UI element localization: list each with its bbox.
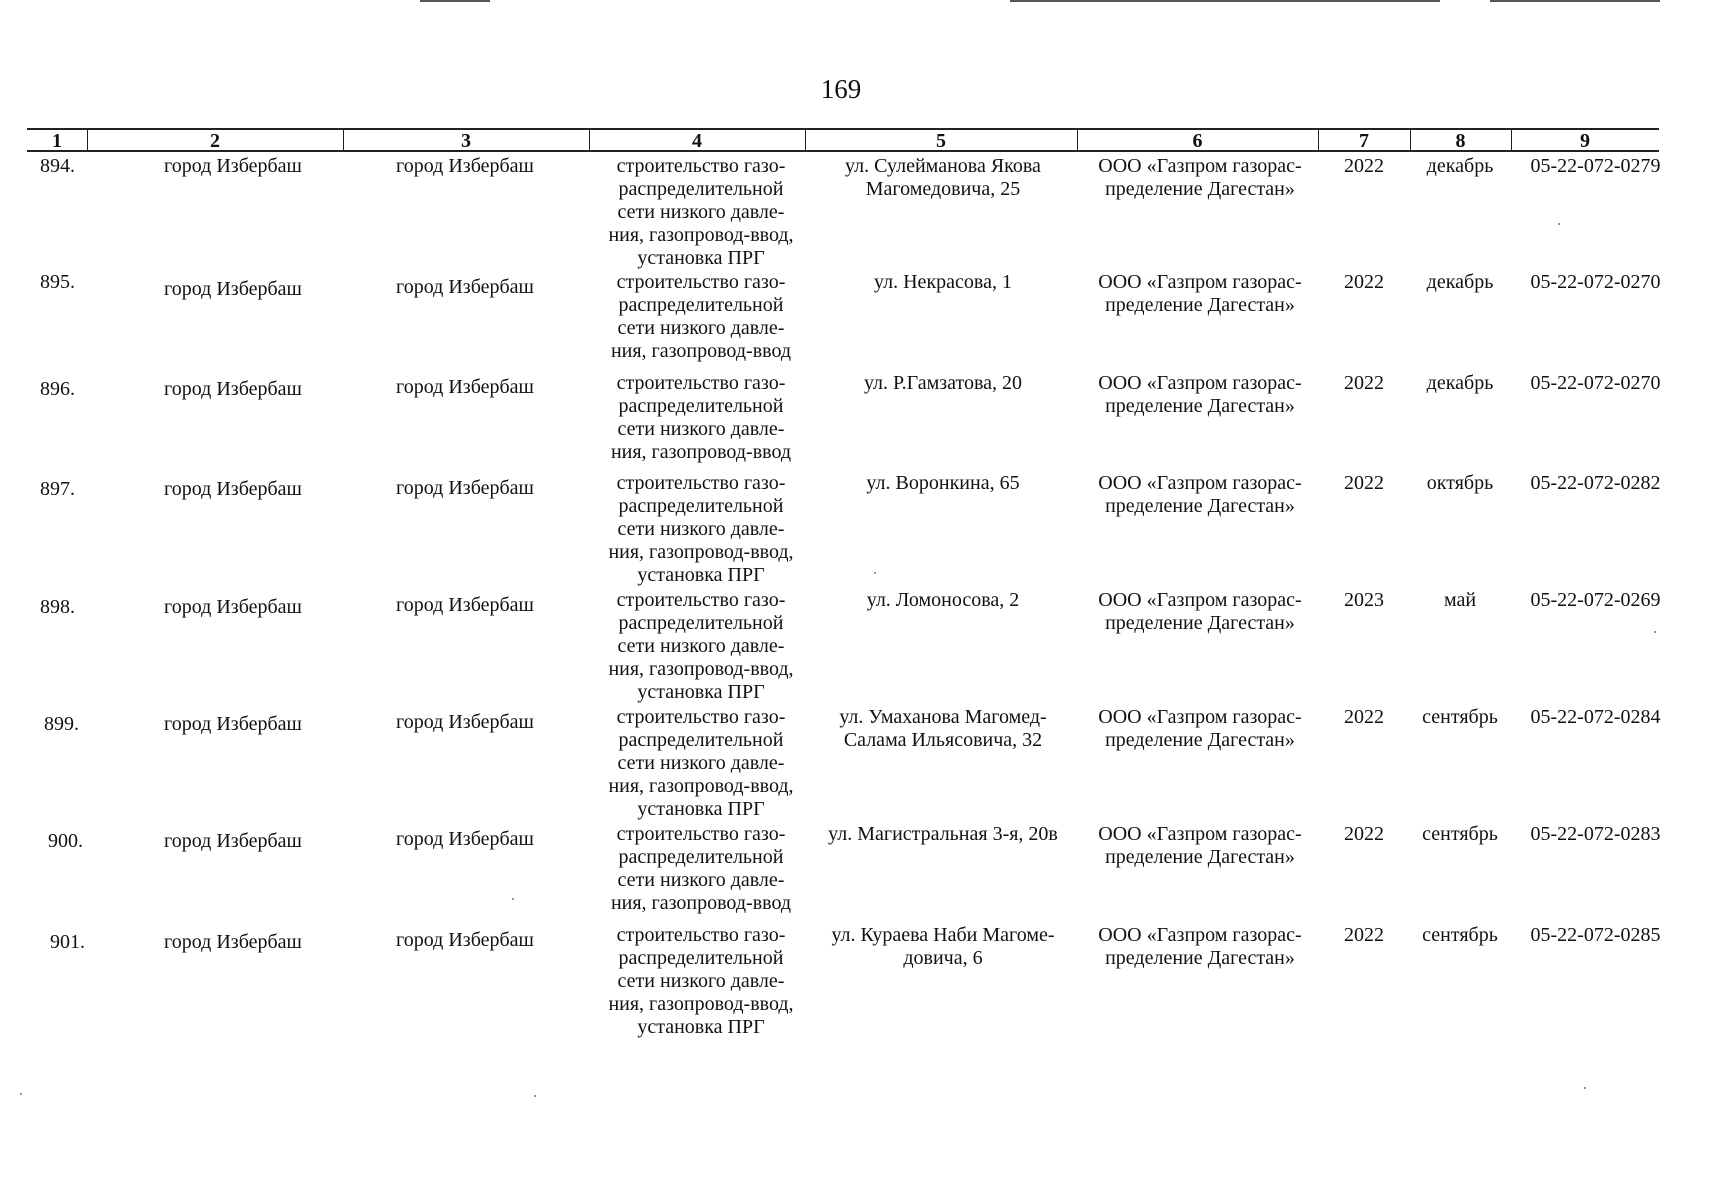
row-number: 894. — [40, 155, 75, 177]
scan-edge-line — [1010, 0, 1440, 2]
row-number: 896. — [40, 378, 75, 400]
scan-speck — [512, 898, 514, 900]
work-description-cell: строительство газо- распределительной сети низкого давле- ния, газопровод-ввод, установка ПРГ — [608, 706, 794, 820]
month-cell: сентябрь — [1422, 924, 1498, 946]
month-cell: декабрь — [1426, 155, 1494, 177]
page-number: 169 — [820, 74, 862, 104]
code-cell: 05-22-072-0285 — [1530, 924, 1661, 946]
scan-speck — [874, 572, 876, 574]
locality-cell: город Избербаш — [396, 594, 534, 616]
locality-cell: город Избербаш — [396, 828, 534, 850]
city-cell: город Избербаш — [164, 713, 302, 735]
code-cell: 05-22-072-0269 — [1530, 589, 1661, 611]
work-description-cell: строительство газо- распределительной сети низкого давле- ния, газопровод-ввод, установка ПРГ — [608, 924, 794, 1038]
address-cell: ул. Сулейманова Якова Магомедовича, 25 — [845, 155, 1041, 200]
row-number: 895. — [40, 271, 75, 293]
work-description-cell: строительство газо- распределительной сети низкого давле- ния, газопровод-ввод — [610, 372, 792, 463]
organization-cell: ООО «Газпром газорас- пределение Дагестан» — [1098, 823, 1302, 868]
column-header: 5 — [936, 130, 946, 152]
code-cell: 05-22-072-0283 — [1530, 823, 1661, 845]
city-cell: город Избербаш — [164, 596, 302, 618]
year-cell: 2023 — [1344, 589, 1384, 611]
scan-edge-line — [1490, 0, 1660, 2]
column-header: 7 — [1359, 130, 1369, 152]
scan-speck — [20, 1093, 22, 1095]
city-cell: город Избербаш — [164, 931, 302, 953]
year-cell: 2022 — [1344, 823, 1384, 845]
work-description-cell: строительство газо- распределительной сети низкого давле- ния, газопровод-ввод — [610, 271, 792, 362]
work-description-cell: строительство газо- распределительной сети низкого давле- ния, газопровод-ввод, установка ПРГ — [608, 155, 794, 269]
address-cell: ул. Кураева Наби Магоме- довича, 6 — [831, 924, 1055, 969]
work-description-cell: строительство газо- распределительной сети низкого давле- ния, газопровод-ввод — [610, 823, 792, 914]
locality-cell: город Избербаш — [396, 929, 534, 951]
work-description-cell: строительство газо- распределительной сети низкого давле- ния, газопровод-ввод, установка ПРГ — [608, 589, 794, 703]
row-number: 901. — [50, 931, 85, 953]
year-cell: 2022 — [1344, 155, 1384, 177]
locality-cell: город Избербаш — [396, 477, 534, 499]
organization-cell: ООО «Газпром газорас- пределение Дагестан» — [1098, 924, 1302, 969]
city-cell: город Избербаш — [164, 378, 302, 400]
city-cell: город Избербаш — [164, 155, 302, 177]
column-header: 3 — [461, 130, 471, 152]
address-cell: ул. Умаханова Магомед- Салама Ильясовича, 32 — [839, 706, 1047, 751]
address-cell: ул. Магистральная 3-я, 20в — [828, 823, 1058, 845]
column-header: 2 — [210, 130, 220, 152]
scan-speck — [1558, 223, 1560, 225]
year-cell: 2022 — [1344, 372, 1384, 394]
scan-speck — [534, 1095, 536, 1097]
code-cell: 05-22-072-0270 — [1530, 271, 1661, 293]
column-header: 4 — [692, 130, 702, 152]
code-cell: 05-22-072-0282 — [1530, 472, 1661, 494]
row-number: 900. — [48, 830, 83, 852]
locality-cell: город Избербаш — [396, 376, 534, 398]
column-header: 6 — [1192, 130, 1203, 152]
year-cell: 2022 — [1344, 924, 1384, 946]
row-number: 897. — [40, 478, 75, 500]
locality-cell: город Избербаш — [396, 276, 534, 298]
address-cell: ул. Ломоносова, 2 — [866, 589, 1020, 611]
city-cell: город Избербаш — [164, 830, 302, 852]
row-number: 899. — [44, 713, 79, 735]
address-cell: ул. Р.Гамзатова, 20 — [863, 372, 1023, 394]
year-cell: 2022 — [1344, 472, 1384, 494]
scan-speck — [1584, 1087, 1586, 1089]
organization-cell: ООО «Газпром газорас- пределение Дагестан» — [1098, 472, 1302, 517]
address-cell: ул. Воронкина, 65 — [866, 472, 1020, 494]
organization-cell: ООО «Газпром газорас- пределение Дагестан» — [1098, 271, 1302, 316]
scan-speck — [1654, 631, 1656, 633]
column-header: 8 — [1455, 130, 1466, 152]
locality-cell: город Избербаш — [396, 155, 534, 177]
locality-cell: город Избербаш — [396, 711, 534, 733]
column-header: 1 — [52, 130, 62, 152]
year-cell: 2022 — [1344, 271, 1384, 293]
year-cell: 2022 — [1344, 706, 1384, 728]
organization-cell: ООО «Газпром газорас- пределение Дагестан» — [1098, 706, 1302, 751]
code-cell: 05-22-072-0270 — [1530, 372, 1661, 394]
organization-cell: ООО «Газпром газорас- пределение Дагестан» — [1098, 589, 1302, 634]
city-cell: город Избербаш — [164, 478, 302, 500]
scan-edge-line — [420, 0, 490, 2]
month-cell: май — [1443, 589, 1477, 611]
code-cell: 05-22-072-0279 — [1530, 155, 1661, 177]
month-cell: сентябрь — [1422, 706, 1498, 728]
organization-cell: ООО «Газпром газорас- пределение Дагестан» — [1098, 155, 1302, 200]
work-description-cell: строительство газо- распределительной сети низкого давле- ния, газопровод-ввод, установка ПРГ — [608, 472, 794, 586]
organization-cell: ООО «Газпром газорас- пределение Дагестан» — [1098, 372, 1302, 417]
row-number: 898. — [40, 596, 75, 618]
month-cell: сентябрь — [1422, 823, 1498, 845]
address-cell: ул. Некрасова, 1 — [874, 271, 1012, 293]
column-header: 9 — [1580, 130, 1590, 152]
table-header — [27, 128, 1659, 152]
city-cell: город Избербаш — [164, 278, 302, 300]
code-cell: 05-22-072-0284 — [1530, 706, 1661, 728]
month-cell: декабрь — [1426, 372, 1494, 394]
month-cell: октябрь — [1426, 472, 1494, 494]
month-cell: декабрь — [1426, 271, 1494, 293]
